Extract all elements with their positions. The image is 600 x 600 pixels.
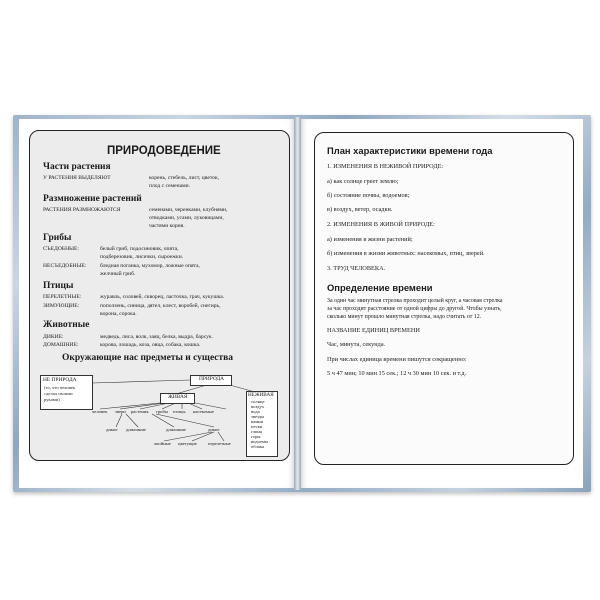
plant-parts-label: У РАСТЕНИЯ ВЫДЕЛЯЮТ xyxy=(43,175,111,181)
nonliving-item: камни xyxy=(251,419,264,424)
birds-heading: Птицы xyxy=(43,281,74,291)
wild-label: ДИКИЕ: xyxy=(43,334,64,340)
edible-line2: подберезовик, лисички, сыроежки. xyxy=(100,254,184,260)
animals-heading: Животные xyxy=(43,320,90,330)
nonliving-item: звезды xyxy=(251,414,265,419)
edible-line1: белый гриб, подосиновик, опята, xyxy=(100,246,179,252)
plan-item-3: 3. ТРУД ЧЕЛОВЕКА. xyxy=(327,265,386,272)
nonliving-item: пески xyxy=(251,424,263,429)
time-line-3: сколько минут прошло минутная стрелка, надо считать от 12. xyxy=(327,314,482,320)
plan-heading: План характеристики времени года xyxy=(327,145,493,156)
nonliving-item: вода xyxy=(251,409,260,414)
living-label: ЖИВАЯ xyxy=(168,394,188,400)
not-nature-note1: (то, что человек xyxy=(44,385,76,390)
mushrooms-heading: Грибы xyxy=(43,233,72,243)
plan-item-1a: а) как солнце греет землю; xyxy=(327,178,399,185)
winter-label: ЗИМУЮЩИЕ: xyxy=(43,303,80,309)
wild-node: дикие xyxy=(106,427,118,432)
not-nature-note2: сделал своими xyxy=(44,391,73,396)
migratory-list: журавль, соловей, скворец, ласточка, грач, кукушка. xyxy=(100,294,225,300)
plan-item-1c: в) воздух, ветер, осадки. xyxy=(327,206,393,213)
time-line-1: За один час минутная стрелка проходит целый круг, а часовая стрелка xyxy=(327,298,503,304)
living-child: человек xyxy=(92,409,108,414)
plant-parts-heading: Части растения xyxy=(43,162,111,172)
nonliving-item: солнце xyxy=(251,399,265,404)
living-child: звери xyxy=(115,409,126,414)
plan-item-1: 1. ИЗМЕНЕНИЯ В НЕЖИВОЙ ПРИРОДЕ: xyxy=(327,163,444,170)
domestic-label: ДОМАШНИЕ: xyxy=(43,342,79,348)
reproduction-line1: семенами, черенками, клубнями, xyxy=(149,207,228,213)
plan-item-2a: а) изменения в жизни растений; xyxy=(327,236,413,243)
page-title: ПРИРОДОВЕДЕНИЕ xyxy=(107,145,221,157)
abbr-example: 5 ч 47 мин; 10 мин 15 сек.; 12 ч 30 мин 10 сек. и т.д. xyxy=(327,370,467,377)
nonliving-item: воздух xyxy=(251,404,265,409)
living-child: птицы xyxy=(173,409,186,414)
abbr-rule: При числах единица времени пишутся сокращенно: xyxy=(327,356,467,363)
living-child: грибы xyxy=(156,409,169,414)
reproduction-label: РАСТЕНИЯ РАЗМНОЖАЮТСЯ xyxy=(43,207,121,213)
reproduction-line3: частями корня. xyxy=(149,223,185,229)
inedible-line1: бледная поганка, мухомор, ложные опята, xyxy=(100,263,200,269)
units-heading: НАЗВАНИЕ ЕДИНИЦ ВРЕМЕНИ xyxy=(327,327,420,334)
edible-label: СЪЕДОБНЫЕ: xyxy=(43,246,79,252)
plan-item-1b: б) состояние почвы, водоемов; xyxy=(327,192,410,199)
not-nature-label: НЕ ПРИРОДА xyxy=(43,377,77,383)
wild-list: медведь, лиса, волк, заяц, белка, выдра, барсук. xyxy=(100,334,214,340)
winter-line2: ворона, сорока. xyxy=(100,311,137,317)
nonliving-item: горы xyxy=(251,434,261,439)
units-list: Час, минута, секунда. xyxy=(327,341,386,348)
nonliving-item: облака xyxy=(251,444,265,449)
cultivated-node: домашние xyxy=(166,427,186,432)
nonliving-item: глина xyxy=(251,429,262,434)
reproduction-line2: отводками, усами, луковицами, xyxy=(149,215,224,221)
inedible-label: НЕСЪЕДОБНЫЕ: xyxy=(43,263,87,269)
plant-kind: перелетные xyxy=(208,441,231,446)
domestic-list: корова, лошадь, коза, овца, собака, кошка. xyxy=(100,342,201,348)
domestic-node: домашние xyxy=(126,427,146,432)
wild-plants-node: дикие xyxy=(208,427,220,432)
nonliving-item: водоемы xyxy=(251,439,269,444)
nature-label: ПРИРОДА xyxy=(199,376,225,382)
plant-parts-line1: корень, стебель, лист, цветок, xyxy=(149,175,220,181)
inedible-line2: желчный гриб. xyxy=(100,271,136,277)
not-nature-note3: руками) xyxy=(44,397,60,402)
time-line-2: за час проходит расстояние от одной цифры до другой. Чтобы узнать, xyxy=(327,306,502,312)
book-spine xyxy=(294,117,301,490)
plan-item-2b: б) изменения в жизни животных: насекомых, птиц, зверей. xyxy=(327,250,485,257)
migratory-label: ПЕРЕЛЕТНЫЕ: xyxy=(43,294,82,300)
plan-item-2: 2. ИЗМЕНЕНИЯ В ЖИВОЙ ПРИРОДЕ: xyxy=(327,221,435,228)
time-heading: Определение времени xyxy=(327,282,433,293)
living-child: насекомые xyxy=(193,409,214,414)
plant-kind: хвойные xyxy=(154,441,171,446)
living-child: растения xyxy=(131,409,149,414)
reproduction-heading: Размножение растений xyxy=(43,194,142,204)
plant-kind: цветущие xyxy=(178,441,197,446)
plant-parts-line2: плод с семенами. xyxy=(149,183,191,189)
diagram-heading: Окружающие нас предметы и существа xyxy=(62,353,234,363)
winter-line1: поползень, синица, дятел, клест, воробей, снегирь, xyxy=(100,303,221,309)
nonliving-label: НЕЖИВАЯ xyxy=(248,392,274,398)
